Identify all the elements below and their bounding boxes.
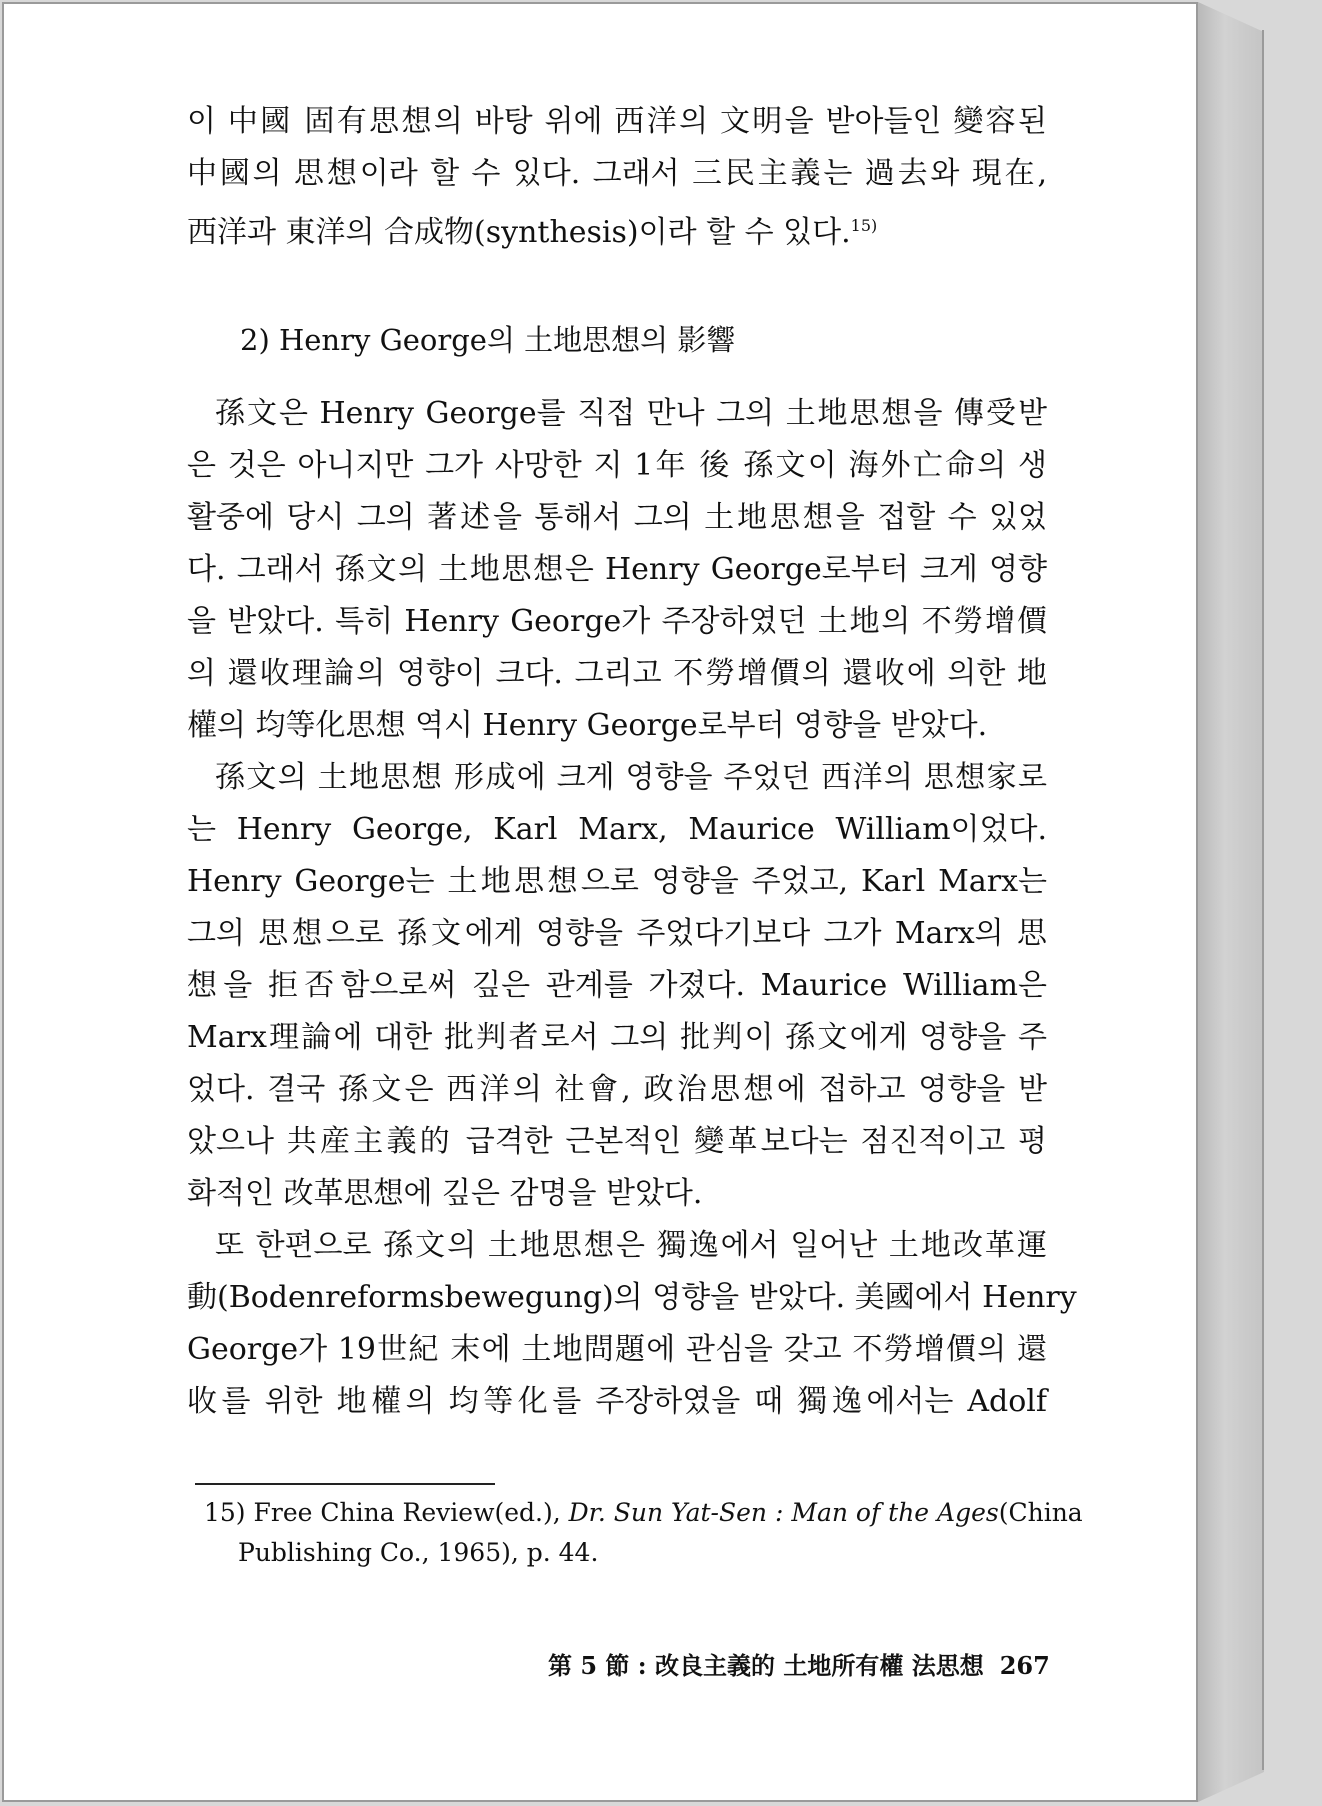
section-heading: 2) Henry George의 土地思想의 影響 (240, 323, 736, 357)
book-edge (1262, 30, 1264, 1770)
footnote-15 (204, 1493, 1083, 1573)
body-line: 은 것은 아니지만 그가 사망한 지 1年 後 孫文이 海外亡命의 생 (187, 448, 1047, 483)
body-line: 는 Henry George, Karl Marx, Maurice William이었다. (187, 812, 1047, 847)
body-line: 그의 思想으로 孫文에게 영향을 주었다기보다 그가 Marx의 思 (187, 916, 1047, 951)
body-line: 의 還收理論의 영향이 크다. 그리고 不勞增價의 還收에 의한 地 (187, 656, 1047, 691)
body-line: 想을 拒否함으로써 깊은 관계를 가졌다. Maurice William은 (187, 968, 1047, 1003)
body-line: 었다. 결국 孫文은 西洋의 社會, 政治思想에 접하고 영향을 받 (187, 1072, 1047, 1107)
footnote-number: 15) (204, 1498, 246, 1527)
body-line: Henry George는 土地思想으로 영향을 주었고, Karl Marx는 (187, 864, 1047, 899)
body-line: 또 한편으로 孫文의 土地思想은 獨逸에서 일어난 土地改革運 (215, 1228, 1047, 1263)
top-paragraph (187, 96, 1047, 252)
book-spine (1198, 2, 1264, 1802)
paragraph-2 (187, 752, 1047, 1220)
body-line: 中國의 思想이라 할 수 있다. 그래서 三民主義는 過去와 現在, (187, 156, 1047, 191)
body-line: 權의 均等化思想 역시 Henry George로부터 영향을 받았다. (187, 708, 988, 743)
footnote-divider (195, 1483, 495, 1485)
body-line: 활중에 당시 그의 著述을 통해서 그의 土地思想을 접할 수 있었 (187, 500, 1047, 535)
body-line: 을 받았다. 특히 Henry George가 주장하였던 土地의 不勞增價 (187, 604, 1047, 639)
running-footer (548, 1646, 1050, 1681)
footnote-book-title: Dr. Sun Yat-Sen : Man of the Ages (568, 1498, 999, 1527)
body-line: 西洋과 東洋의 合成物(synthesis)이라 할 수 있다.$^{15)}$ (187, 215, 878, 250)
body-line: Marx理論에 대한 批判者로서 그의 批判이 孫文에게 영향을 주 (187, 1020, 1047, 1055)
body-line: 다. 그래서 孫文의 土地思想은 Henry George로부터 크게 영향 (187, 552, 1047, 587)
body-line: 收를 위한 地權의 均等化를 주장하였을 때 獨逸에서는 Adolf (187, 1384, 1047, 1419)
body-line: 화적인 改革思想에 깊은 감명을 받았다. (187, 1176, 703, 1211)
footnote-line: Publishing Co., 1965), p. 44. (238, 1538, 599, 1567)
body-line: George가 19世紀 末에 土地問題에 관심을 갖고 不勞增價의 還 (187, 1332, 1047, 1367)
body-line: 孫文은 Henry George를 직접 만나 그의 土地思想을 傳受받 (215, 396, 1047, 431)
footnote-reference: 15) (850, 216, 878, 235)
body-line: 았으나 共産主義的 급격한 근본적인 變革보다는 점진적이고 평 (187, 1124, 1047, 1159)
body-line: 孫文의 土地思想 形成에 크게 영향을 주었던 西洋의 思想家로 (215, 760, 1047, 795)
paragraph-1 (187, 388, 1047, 752)
body-line: 이 中國 固有思想의 바탕 위에 西洋의 文明을 받아들인 變容된 (187, 104, 1047, 139)
paragraph-3 (187, 1220, 1077, 1428)
body-line: 動(Bodenreformsbewegung)의 영향을 받았다. 美國에서 Henry (187, 1280, 1077, 1315)
footnote-line: 15) Free China Review(ed.), Dr. Sun Yat-Sen : Man of the Ages(China (204, 1498, 1083, 1527)
footer-section-title: 第 5 節 : 改良主義的 土地所有權 法思想 (548, 1651, 984, 1680)
page-number: 267 (999, 1651, 1050, 1680)
